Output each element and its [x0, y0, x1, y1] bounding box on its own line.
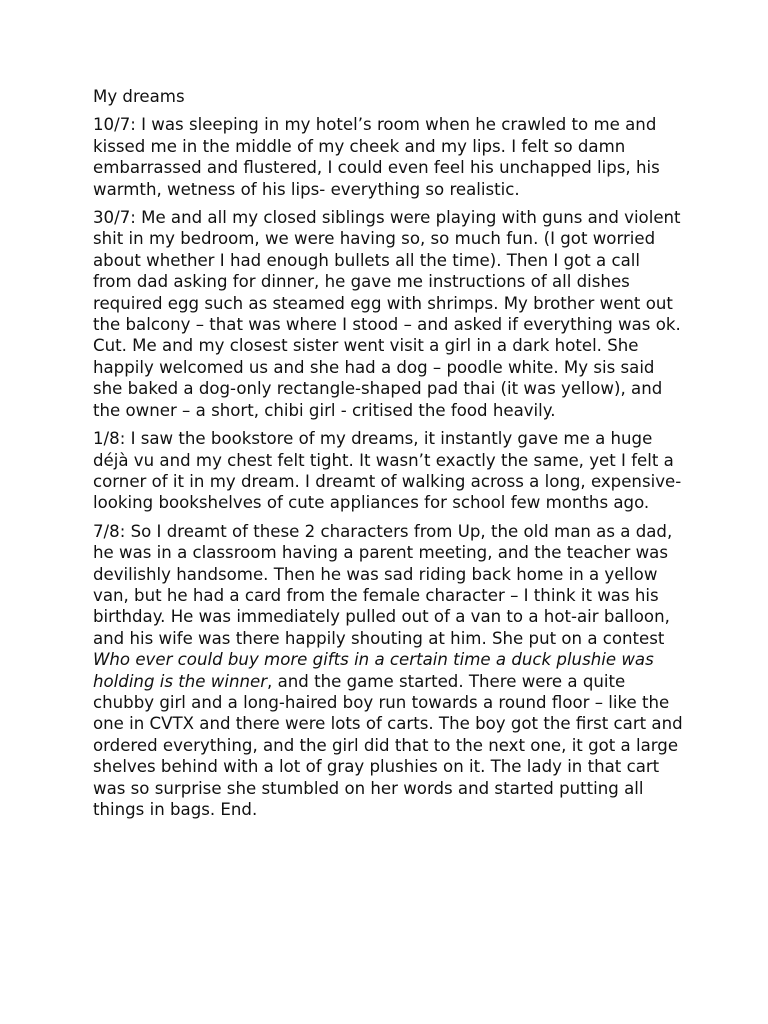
- dream-entry-30-7: 30/7: Me and all my closed siblings were playing with guns and violent shit in my bedroom, we were having so, so much fun. (I got worried about whether I had enough bullets all the time). Then I got a call from dad asking for dinner, he gave me instructions of all dishes required egg such as steamed egg with shrimps. My brother went out the balcony – that was where I stood – and asked if everything was ok. Cut. Me and my closest sister went visit a girl in a dark hotel. She happily welcomed us and she had a dog – poodle white. My sis said she baked a dog-only rectangle-shaped pad thai (it was yellow), and the owner – a short, chibi girl - critised the food heavily.: [93, 208, 681, 420]
- document-body: [93, 86, 683, 827]
- dream-entry-7-8-text-before: 7/8: So I dreamt of these 2 characters from Up, the old man as a dad, he was in a classroom having a parent meeting, and the teacher was devilishly handsome. Then he was sad riding back home in a yellow van, but he had a card from the female character – I think it was his birthday. He was immediately pulled out of a van to a hot-air balloon, and his wife was there happily shouting at him. She put on a contest: [93, 521, 673, 648]
- dream-entry-7-8: [93, 521, 683, 821]
- dream-entry-10-7: 10/7: I was sleeping in my hotel’s room when he crawled to me and kissed me in the middle of my cheek and my lips. I felt so damn embarrassed and flustered, I could even feel his unchapped lips, his warmth, wetness of his lips- everything so realistic.: [93, 115, 660, 199]
- dream-entry-1-8: 1/8: I saw the bookstore of my dreams, it instantly gave me a huge déjà vu and my chest felt tight. It wasn’t exactly the same, yet I felt a corner of it in my dream. I dreamt of walking across a long, expensive-looking bookshelves of cute appliances for school few months ago.: [93, 429, 682, 513]
- document-title: My dreams: [93, 87, 185, 106]
- dream-entry-7-8-italic-text: Who ever could buy more gifts in a certain time a duck plushie was holding is the winner: [93, 650, 654, 691]
- dream-entry-7-8-text-after: , and the game started. There were a quite chubby girl and a long-haired boy run towards a round floor – like the one in CVTX and there were lots of carts. The boy got the first cart and ordered everything, and the girl did that to the next one, it got a large shelves behind with a lot of gray plushies on it. The lady in that cart was so surprise she stumbled on her words and started putting all things in bags. End.: [93, 671, 683, 819]
